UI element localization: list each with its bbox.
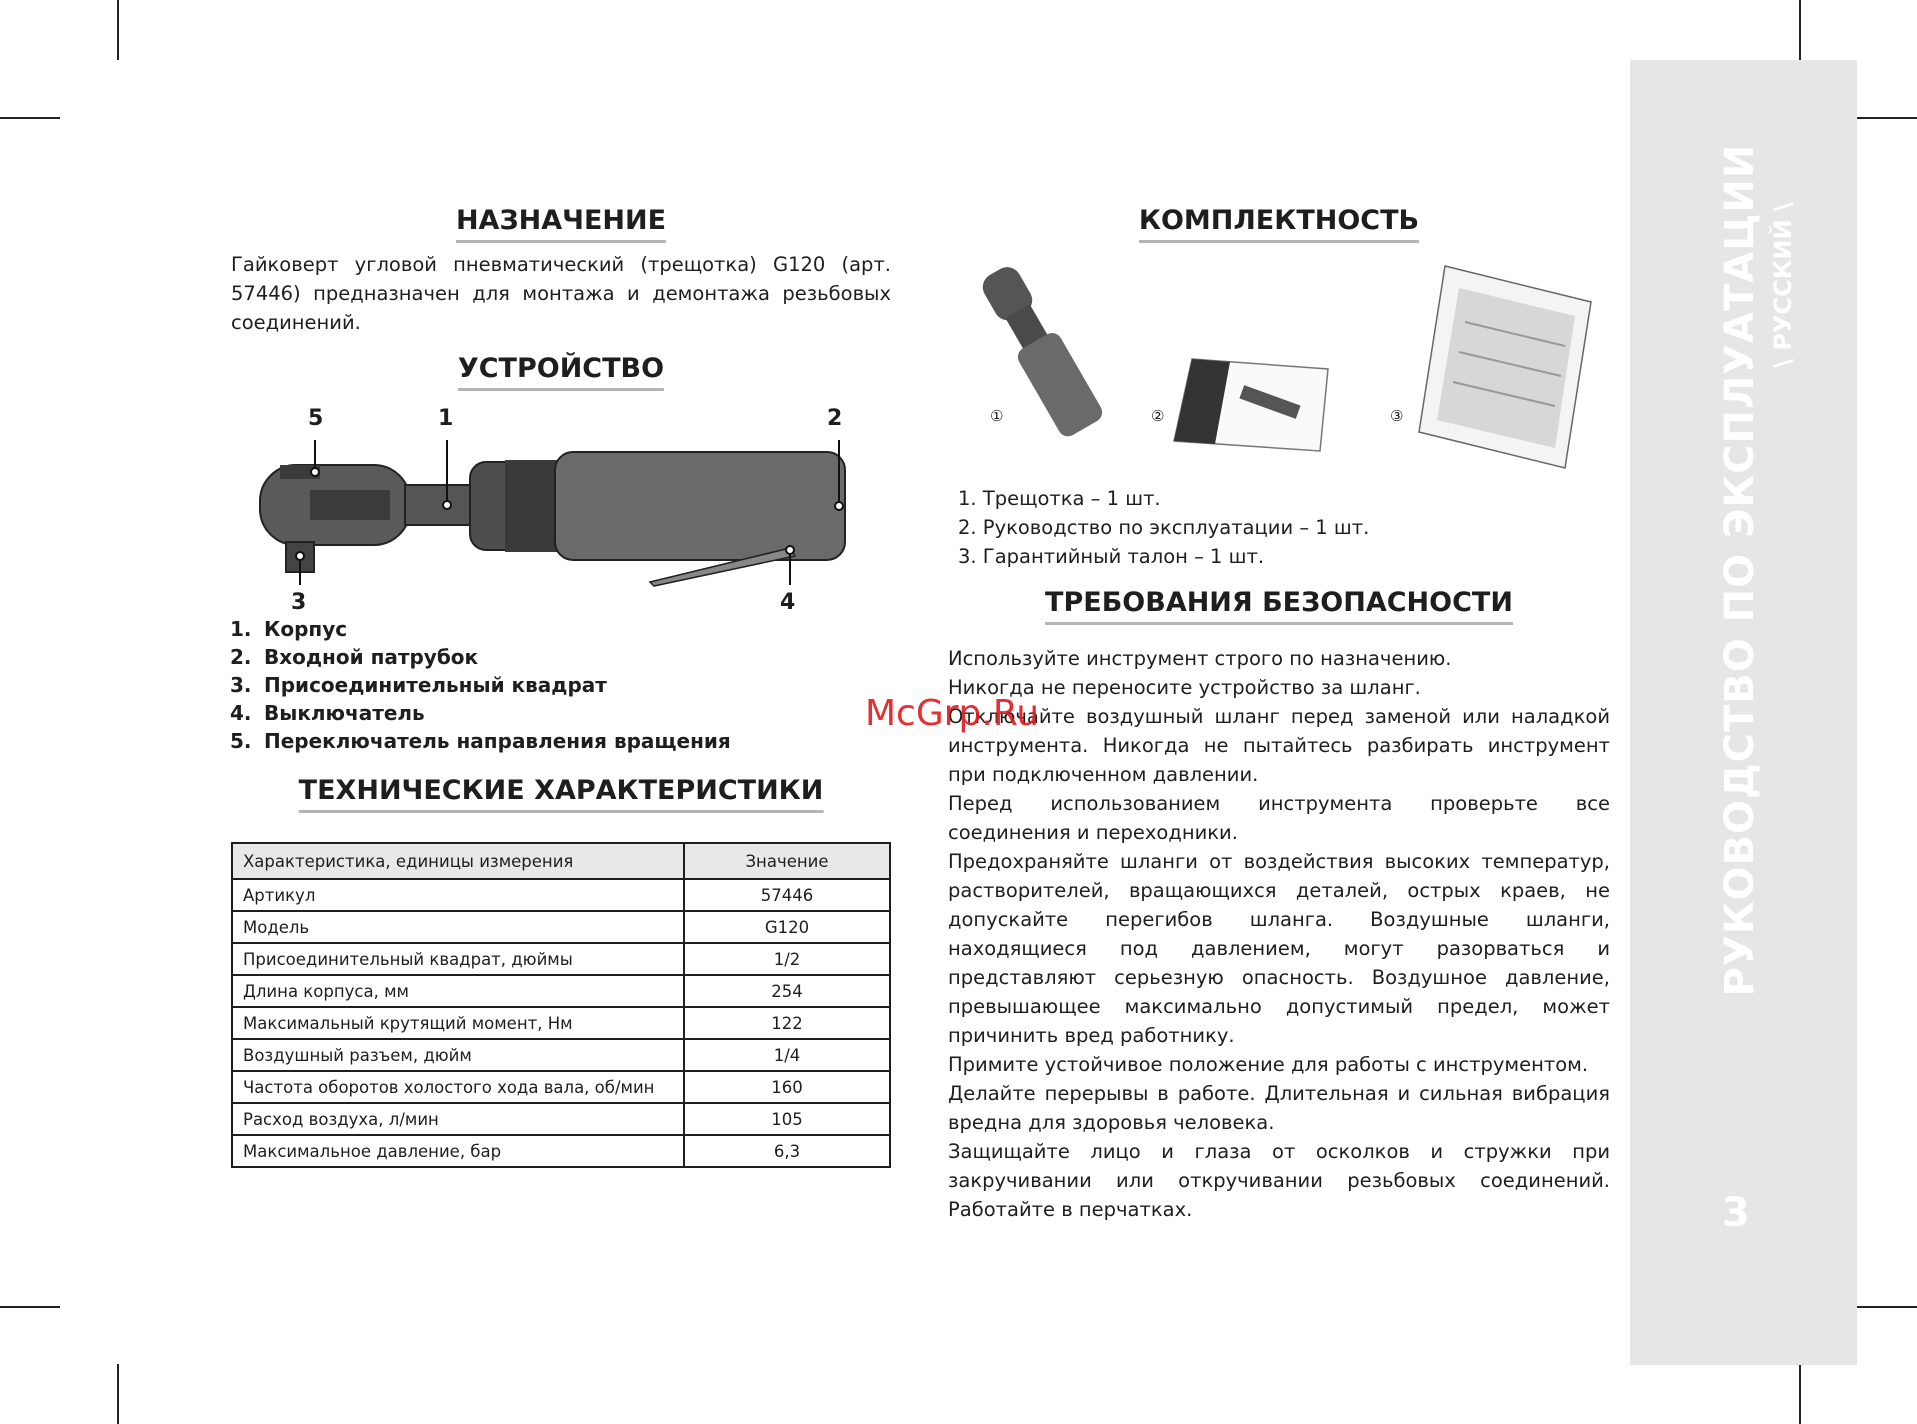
list-item: 1. Трещотка – 1 шт. <box>958 487 1161 510</box>
callout-dot-1 <box>443 501 451 509</box>
parts-list <box>230 615 731 755</box>
ratchet-head-slot <box>310 490 390 520</box>
kit-manual-image <box>1170 355 1340 455</box>
list-item: 3. Гарантийный талон – 1 шт. <box>958 545 1265 568</box>
crop-mark <box>0 117 60 119</box>
safety-paragraph: Никогда не переносите устройство за шланг. <box>948 676 1421 699</box>
safety-paragraph: Делайте перерывы в работе. Длительная и сильная вибрация вредна для здоровья человека. <box>948 1082 1610 1134</box>
crop-mark <box>1857 117 1917 119</box>
list-item: 1. Корпус <box>230 617 348 641</box>
table-row: Артикул 57446 <box>232 879 890 911</box>
list-item: 2. Руководство по эксплуатации – 1 шт. <box>958 516 1370 539</box>
callout-dot-5 <box>311 468 319 476</box>
kit-marker-1: ① <box>990 407 1004 425</box>
safety-paragraph: Перед использованием инструмента проверьте все соединения и переходники. <box>948 792 1610 844</box>
handle-body <box>555 452 845 560</box>
neck <box>405 485 475 525</box>
purpose-text: Гайковерт угловой пневматический (трещотка) G120 (арт. 57446) предназначен для монтажа и демонтажа резьбовых соединений. <box>231 253 891 334</box>
callout-1: 1 <box>438 406 454 431</box>
list-item: 3. Присоединительный квадрат <box>230 673 607 697</box>
table-row: Длина корпуса, мм 254 <box>232 975 890 1007</box>
safety-paragraph: Примите устойчивое положение для работы с инструментом. <box>948 1053 1589 1076</box>
purpose-heading: НАЗНАЧЕНИЕ <box>456 205 666 243</box>
callout-dot-4 <box>786 546 794 554</box>
list-item: 2. Входной патрубок <box>230 645 479 669</box>
table-row: Присоединительный квадрат, дюймы 1/2 <box>232 943 890 975</box>
crop-mark <box>1799 0 1801 60</box>
callout-5: 5 <box>308 406 324 431</box>
device-heading: УСТРОЙСТВО <box>458 353 664 391</box>
callout-4: 4 <box>780 590 796 615</box>
kit-marker-2: ② <box>1151 407 1165 425</box>
callout-dot-2 <box>835 502 843 510</box>
callout-2: 2 <box>827 406 843 431</box>
table-header-row <box>232 843 890 879</box>
ratchet-diagram <box>250 420 860 590</box>
kit-heading: КОМПЛЕКТНОСТЬ <box>1139 205 1419 243</box>
crop-mark <box>1857 1306 1917 1308</box>
callout-dot-3 <box>296 552 304 560</box>
specs-heading: ТЕХНИЧЕСКИЕ ХАРАКТЕРИСТИКИ <box>299 775 824 813</box>
crop-mark <box>0 1306 60 1308</box>
crop-mark <box>117 0 119 60</box>
table-row: Максимальное давление, бар 6,3 <box>232 1135 890 1167</box>
table-row: Воздушный разъем, дюйм 1/4 <box>232 1039 890 1071</box>
watermark: McGrp.Ru <box>865 693 1040 734</box>
table-row: Максимальный крутящий момент, Нм 122 <box>232 1007 890 1039</box>
safety-paragraph: Предохраняйте шланги от воздействия высоких температур, растворителей, вращающихся деталей, острых краев, не допускайте перегибов шланга. Воздушные шланги, находящиеся под давлением, могут разорваться и представляют серьезную опасность. Воздушное давление, превышающее максимально допустимый предел, может причинить вред работнику. <box>948 850 1610 1047</box>
safety-heading: ТРЕБОВАНИЯ БЕЗОПАСНОСТИ <box>1045 587 1513 625</box>
callout-3: 3 <box>291 590 307 615</box>
kit-marker-3: ③ <box>1390 407 1404 425</box>
list-item: 4. Выключатель <box>230 701 425 725</box>
kit-warranty-image <box>1415 262 1595 472</box>
safety-text <box>948 644 1610 1224</box>
list-item: 5. Переключатель направления вращения <box>230 729 731 753</box>
column-header: Значение <box>684 843 890 879</box>
sidebar-title: РУКОВОДСТВО ПО ЭКСПЛУАТАЦИИ <box>1717 143 1763 997</box>
kit-ratchet-image <box>960 255 1120 445</box>
crop-mark <box>117 1364 119 1424</box>
table-row: Модель G120 <box>232 911 890 943</box>
column-header: Характеристика, единицы измерения <box>232 843 684 879</box>
safety-paragraph: Защищайте лицо и глаза от осколков и стружки при закручивании или откручивании резьбовых соединений. Работайте в перчатках. <box>948 1140 1610 1221</box>
specs-table <box>231 842 891 1168</box>
page-number: 3 <box>1722 1190 1750 1236</box>
table-row: Расход воздуха, л/мин 105 <box>232 1103 890 1135</box>
kit-list <box>958 484 1369 571</box>
table-row: Частота оборотов холостого хода вала, об/мин 160 <box>232 1071 890 1103</box>
safety-paragraph: Отключайте воздушный шланг перед заменой или наладкой инструмента. Никогда не пытайтесь разбирать инструмент при подключенном давлении. <box>948 705 1610 786</box>
sidebar-subtitle: \ РУССКИЙ \ <box>1769 202 1797 368</box>
crop-mark <box>1799 1364 1801 1424</box>
safety-paragraph: Используйте инструмент строго по назначению. <box>948 647 1452 670</box>
